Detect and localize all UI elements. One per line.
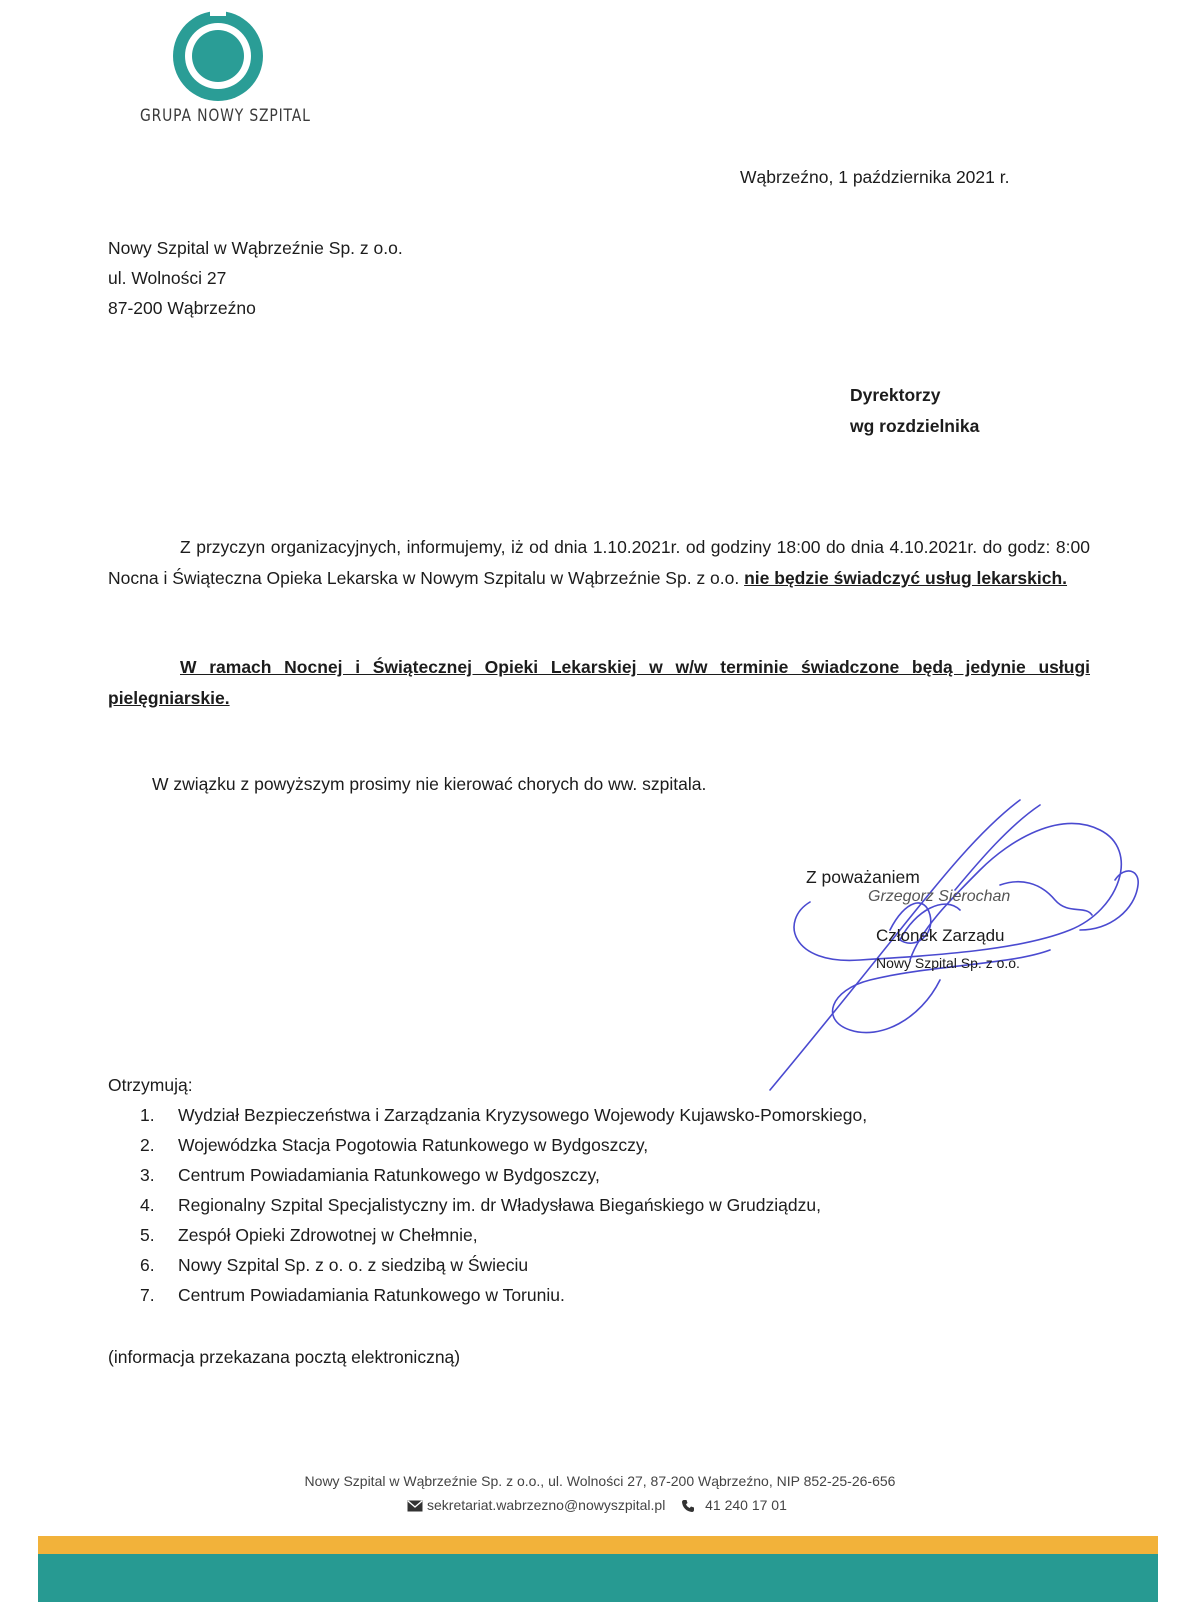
signatory-role: Członek Zarządu	[876, 926, 1005, 945]
list-item: 5. Zespół Opieki Zdrowotnej w Chełmnie,	[140, 1225, 478, 1245]
footer-address: Nowy Szpital w Wąbrzeźnie Sp. z o.o., ul. Wolności 27, 87-200 Wąbrzeźno, NIP 852-25-26-656	[304, 1473, 896, 1489]
signatory-name: Grzegorz Sierochan	[868, 888, 1011, 905]
list-item: 3. Centrum Powiadamiania Ratunkowego w Bydgoszczy,	[140, 1165, 600, 1185]
list-item: 1. Wydział Bezpieczeństwa i Zarządzania Kryzysowego Wojewody Kujawsko-Pomorskiego,	[140, 1105, 868, 1125]
delivery-note: (informacja przekazana pocztą elektroniczną)	[108, 1347, 461, 1367]
recipient-block	[850, 380, 979, 442]
logo-circle-icon	[140, 6, 330, 106]
footer-band-teal	[38, 1554, 1158, 1602]
recipient-line-2: wg rozdzielnika	[850, 416, 980, 436]
paragraph-1	[108, 532, 1090, 594]
recipient-line-1: Dyrektorzy	[850, 385, 941, 405]
letter-date: Wąbrzeźno, 1 października 2021 r.	[740, 167, 1010, 187]
paragraph-2-text: W ramach Nocnej i Świątecznej Opieki Lekarskiej w w/w terminie świadczone będą jedynie usługi pielęgniarskie.	[108, 657, 1090, 708]
list-item: 2. Wojewódzka Stacja Pogotowia Ratunkowego w Bydgoszczy,	[140, 1135, 649, 1155]
envelope-icon	[407, 1500, 423, 1512]
paragraph-1-text: Z przyczyn organizacyjnych, informujemy, iż od dnia 1.10.2021r. od godziny 18:00 do dnia 4.10.2021r. do godz: 8:00 Nocna i Świąteczna Opieka Lekarska w Nowym Szpitalu w Wąbrzeźnie Sp. z o.o.	[108, 537, 1090, 588]
footer-band-yellow	[38, 1536, 1158, 1554]
footer-phone: 41 240 17 01	[705, 1497, 787, 1513]
list-item: 7. Centrum Powiadamiania Ratunkowego w Toruniu.	[140, 1285, 565, 1305]
signatory-organization: Nowy Szpital Sp. z o.o.	[876, 955, 1020, 971]
footer-contact	[0, 1497, 1200, 1513]
company-logo	[140, 6, 330, 136]
list-item: 6. Nowy Szpital Sp. z o. o. z siedzibą w Świeciu	[140, 1255, 529, 1275]
logo-text: GRUPA NOWY SZPITAL	[140, 106, 311, 126]
paragraph-2	[108, 652, 1090, 714]
recipients-list	[140, 1100, 867, 1310]
sender-address	[108, 233, 403, 323]
paragraph-3: W związku z powyższym prosimy nie kierować chorych do ww. szpitala.	[152, 774, 707, 794]
paragraph-1-emphasis: nie będzie świadczyć usług lekarskich.	[744, 568, 1068, 588]
recipients-title: Otrzymują:	[108, 1075, 193, 1095]
phone-icon	[681, 1499, 695, 1513]
handwritten-signature-icon	[740, 790, 1170, 1110]
sender-line-2: ul. Wolności 27	[108, 268, 227, 288]
list-item: 4. Regionalny Szpital Specjalistyczny im. dr Władysława Biegańskiego w Grudziądzu,	[140, 1195, 821, 1215]
sender-line-3: 87-200 Wąbrzeźno	[108, 298, 256, 318]
sender-line-1: Nowy Szpital w Wąbrzeźnie Sp. z o.o.	[108, 238, 403, 258]
closing-greeting: Z poważaniem	[806, 867, 920, 887]
footer-email-link[interactable]: sekretariat.wabrzezno@nowyszpital.pl	[427, 1497, 666, 1513]
